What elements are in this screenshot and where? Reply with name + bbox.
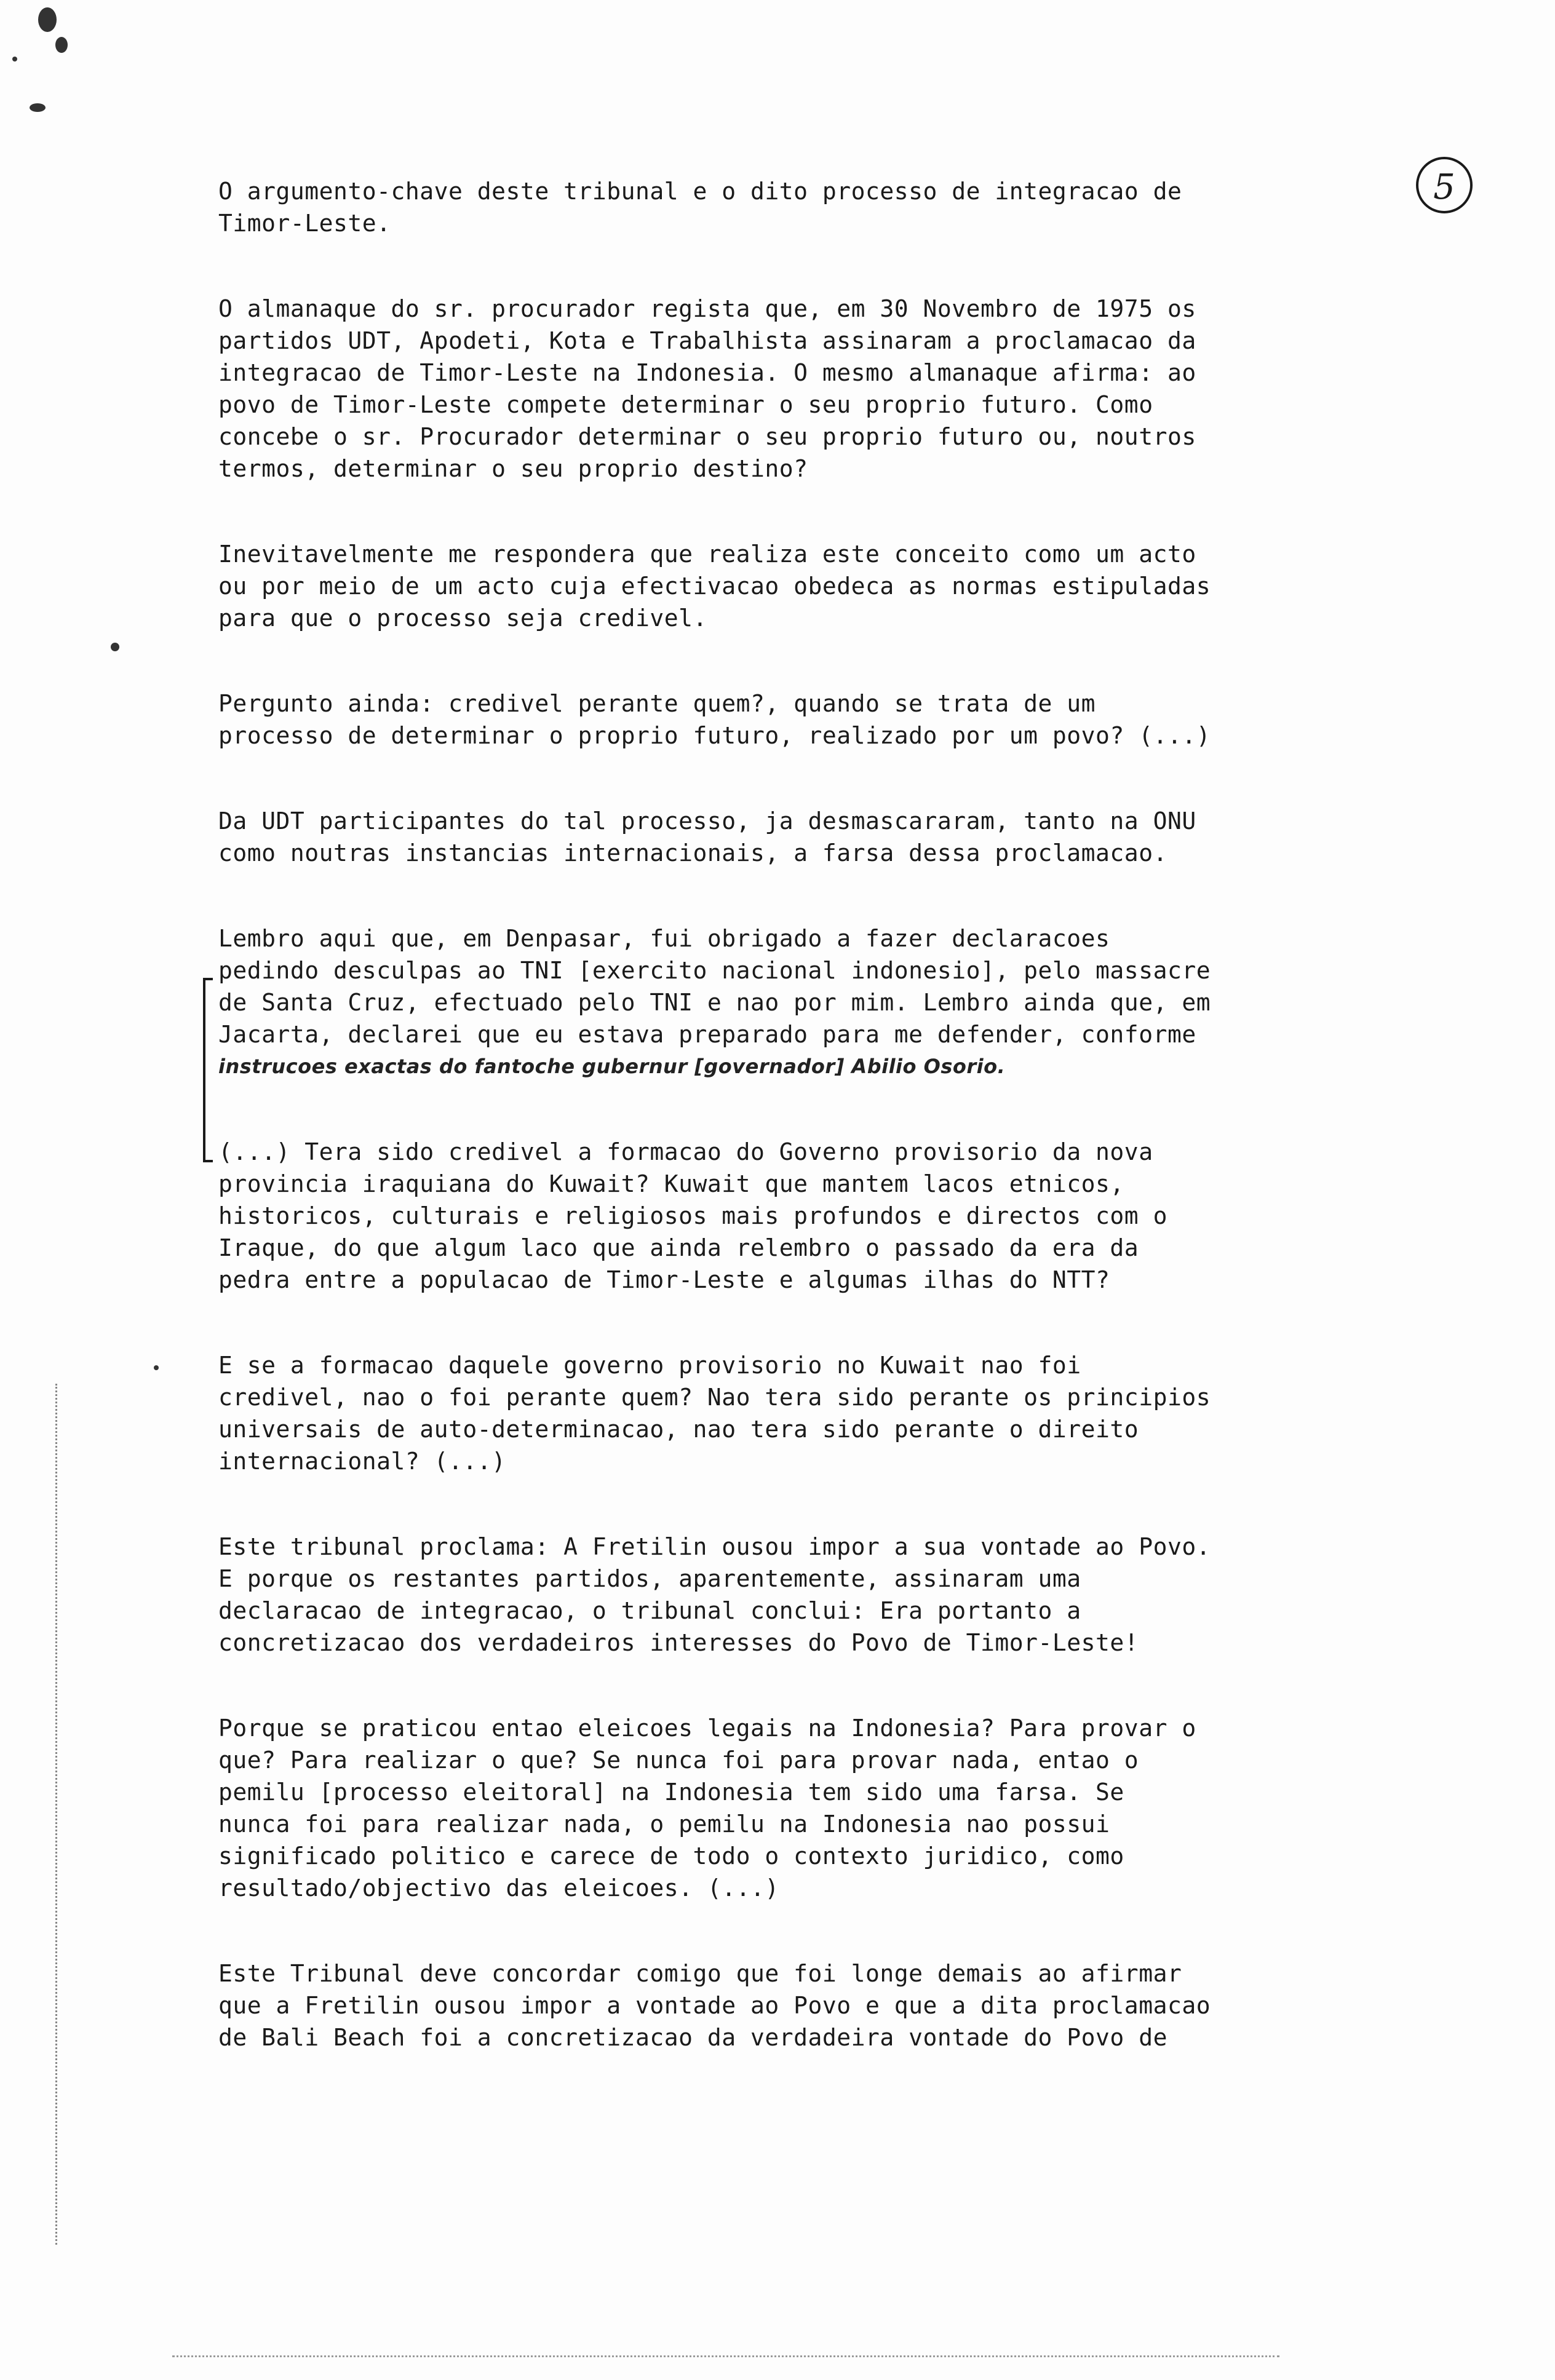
text-line: pedindo desculpas ao TNI [exercito nacional indonesio], pelo massacre <box>218 957 1211 984</box>
text-line: como noutras instancias internacionais, a farsa dessa proclamacao. <box>218 839 1167 867</box>
text-line: integracao de Timor-Leste na Indonesia. O mesmo almanaque afirma: ao <box>218 359 1196 386</box>
text-line: povo de Timor-Leste compete determinar o seu proprio futuro. Como <box>218 391 1153 418</box>
text-line: Jacarta, declarei que eu estava preparado para me defender, conforme <box>218 1021 1196 1048</box>
text-line: E se a formacao daquele governo provisorio no Kuwait nao foi <box>218 1352 1081 1379</box>
text-line: internacional? (...) <box>218 1448 506 1475</box>
paragraph-2 <box>218 293 1276 485</box>
text-line: Este tribunal proclama: A Fretilin ousou impor a sua vontade ao Povo. <box>218 1533 1211 1560</box>
text-line: Porque se praticou entao eleicoes legais na Indonesia? Para provar o <box>218 1715 1196 1742</box>
text-line: nunca foi para realizar nada, o pemilu na Indonesia nao possui <box>218 1811 1110 1838</box>
text-line: (...) Tera sido credivel a formacao do Governo provisorio da nova <box>218 1138 1153 1165</box>
paragraph-9 <box>218 1531 1276 1659</box>
document-body <box>218 175 1276 2107</box>
text-line: Pergunto ainda: credivel perante quem?, quando se trata de um <box>218 690 1096 717</box>
paragraph-8 <box>218 1349 1276 1477</box>
text-line: para que o processo seja credivel. <box>218 605 707 632</box>
text-line: universais de auto-determinacao, nao tera sido perante o direito <box>218 1416 1139 1443</box>
text-line: Timor-Leste. <box>218 210 391 237</box>
text-line: que? Para realizar o que? Se nunca foi para provar nada, entao o <box>218 1747 1139 1774</box>
bottom-edge-marks <box>172 2355 1279 2357</box>
paragraph-6 <box>218 922 1276 1082</box>
text-line: de Bali Beach foi a concretizacao da verdadeira vontade do Povo de <box>218 2024 1167 2051</box>
paragraph-7 <box>218 1136 1276 1296</box>
text-line: Iraque, do que algum laco que ainda relembro o passado da era da <box>218 1234 1139 1261</box>
margin-bracket-mark <box>203 978 215 1162</box>
binding-marks <box>55 1384 60 2245</box>
text-line: Da UDT participantes do tal processo, ja desmascararam, tanto na ONU <box>218 807 1196 835</box>
text-line: Lembro aqui que, em Denpasar, fui obrigado a fazer declaracoes <box>218 925 1110 952</box>
text-line: O argumento-chave deste tribunal e o dito processo de integracao de <box>218 178 1182 205</box>
text-line: que a Fretilin ousou impor a vontade ao Povo e que a dita proclamacao <box>218 1992 1211 2019</box>
text-line: partidos UDT, Apodeti, Kota e Trabalhista assinaram a proclamacao da <box>218 327 1196 354</box>
page-number: 5 <box>1416 157 1473 213</box>
text-line: concretizacao dos verdadeiros interesses do Povo de Timor-Leste! <box>218 1629 1139 1656</box>
text-line: historicos, culturais e religiosos mais profundos e directos com o <box>218 1202 1167 1229</box>
text-line: O almanaque do sr. procurador regista que, em 30 Novembro de 1975 os <box>218 295 1196 322</box>
paragraph-10 <box>218 1712 1276 1904</box>
text-line: pedra entre a populacao de Timor-Leste e algumas ilhas do NTT? <box>218 1266 1110 1293</box>
paragraph-5 <box>218 805 1276 869</box>
text-line: E porque os restantes partidos, aparentemente, assinaram uma <box>218 1565 1081 1592</box>
text-line: Este Tribunal deve concordar comigo que foi longe demais ao afirmar <box>218 1960 1182 1987</box>
text-line: credivel, nao o foi perante quem? Nao tera sido perante os principios <box>218 1384 1211 1411</box>
paragraph-4 <box>218 688 1276 752</box>
text-line: de Santa Cruz, efectuado pelo TNI e nao por mim. Lembro ainda que, em <box>218 989 1211 1016</box>
text-line: processo de determinar o proprio futuro, realizado por um povo? (...) <box>218 722 1211 749</box>
text-line: pemilu [processo eleitoral] na Indonesia tem sido uma farsa. Se <box>218 1779 1124 1806</box>
text-line: declaracao de integracao, o tribunal conclui: Era portanto a <box>218 1597 1081 1624</box>
text-line: Inevitavelmente me respondera que realiza este conceito como um acto <box>218 541 1196 568</box>
paragraph-11 <box>218 1958 1276 2053</box>
text-line: termos, determinar o seu proprio destino? <box>218 455 808 482</box>
text-line: provincia iraquiana do Kuwait? Kuwait que mantem lacos etnicos, <box>218 1170 1124 1197</box>
handwritten-line: instrucoes exactas do fantoche gubernur [governador] Abilio Osorio. <box>218 1055 1006 1078</box>
paragraph-1 <box>218 175 1276 239</box>
paragraph-3 <box>218 538 1276 634</box>
text-line: ou por meio de um acto cuja efectivacao obedeca as normas estipuladas <box>218 573 1211 600</box>
text-line: significado politico e carece de todo o contexto juridico, como <box>218 1843 1124 1870</box>
text-line: resultado/objectivo das eleicoes. (...) <box>218 1874 779 1902</box>
text-line: concebe o sr. Procurador determinar o seu proprio futuro ou, noutros <box>218 423 1196 450</box>
